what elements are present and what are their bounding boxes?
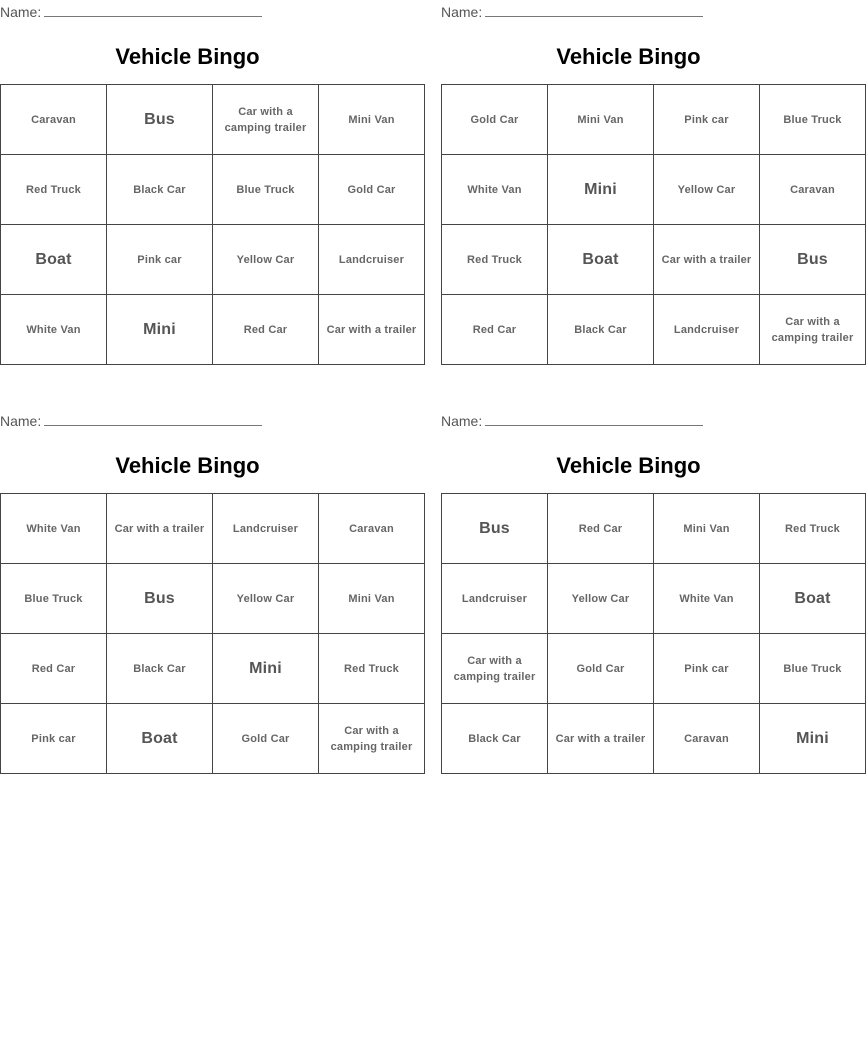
name-label: Name: xyxy=(0,4,42,20)
bingo-cell: Boat xyxy=(1,225,107,295)
bingo-cell: Bus xyxy=(107,564,213,634)
bingo-cell: Car with a trailer xyxy=(319,295,425,365)
bingo-cell: White Van xyxy=(654,564,760,634)
bingo-cell: Caravan xyxy=(1,85,107,155)
bingo-cell: Car with a camping trailer xyxy=(213,85,319,155)
bingo-cell: Mini Van xyxy=(654,494,760,564)
bingo-cell: Bus xyxy=(760,225,866,295)
bingo-cell: Red Car xyxy=(442,295,548,365)
name-label: Name: xyxy=(441,4,483,20)
bingo-cell: Caravan xyxy=(654,704,760,774)
bingo-cell: Car with a trailer xyxy=(107,494,213,564)
bingo-cell: Car with a trailer xyxy=(548,704,654,774)
bingo-cell: Car with a camping trailer xyxy=(760,295,866,365)
bingo-cell: White Van xyxy=(1,494,107,564)
bingo-cell: Red Truck xyxy=(442,225,548,295)
bingo-cell: Landcruiser xyxy=(213,494,319,564)
bingo-cell: Caravan xyxy=(319,494,425,564)
bingo-cell: Mini Van xyxy=(319,564,425,634)
bingo-grid xyxy=(441,84,866,365)
bingo-cell: Pink car xyxy=(654,634,760,704)
name-label: Name: xyxy=(441,413,483,429)
bingo-cell: Boat xyxy=(107,704,213,774)
name-label: Name: xyxy=(0,413,42,429)
bingo-cell: Red Truck xyxy=(1,155,107,225)
name-field xyxy=(441,2,816,22)
card-title: Vehicle Bingo xyxy=(556,44,701,69)
bingo-cell: White Van xyxy=(1,295,107,365)
bingo-cell: Blue Truck xyxy=(1,564,107,634)
bingo-cell: Black Car xyxy=(107,155,213,225)
bingo-cell: Red Car xyxy=(213,295,319,365)
bingo-cell: Yellow Car xyxy=(213,225,319,295)
card-title: Vehicle Bingo xyxy=(115,453,260,478)
bingo-cell: Blue Truck xyxy=(760,85,866,155)
bingo-cell: Mini xyxy=(213,634,319,704)
bingo-cell: Red Car xyxy=(1,634,107,704)
bingo-cell: Black Car xyxy=(442,704,548,774)
bingo-cell: Yellow Car xyxy=(213,564,319,634)
bingo-cell: Caravan xyxy=(760,155,866,225)
bingo-cell: Pink car xyxy=(654,85,760,155)
bingo-cell: Mini xyxy=(548,155,654,225)
name-field xyxy=(441,411,816,431)
bingo-cell: White Van xyxy=(442,155,548,225)
bingo-cell: Yellow Car xyxy=(548,564,654,634)
bingo-cell: Gold Car xyxy=(442,85,548,155)
bingo-cell: Blue Truck xyxy=(213,155,319,225)
bingo-cell: Gold Car xyxy=(319,155,425,225)
bingo-cell: Blue Truck xyxy=(760,634,866,704)
name-blank-line xyxy=(485,2,703,17)
bingo-cell: Landcruiser xyxy=(319,225,425,295)
bingo-cell: Boat xyxy=(548,225,654,295)
bingo-cell: Pink car xyxy=(1,704,107,774)
card-title: Vehicle Bingo xyxy=(556,453,701,478)
bingo-cell: Mini Van xyxy=(319,85,425,155)
bingo-cell: Black Car xyxy=(107,634,213,704)
bingo-grid xyxy=(0,84,425,365)
bingo-cell: Bus xyxy=(107,85,213,155)
card-title: Vehicle Bingo xyxy=(115,44,260,69)
bingo-cell: Gold Car xyxy=(548,634,654,704)
bingo-cell: Landcruiser xyxy=(654,295,760,365)
bingo-cell: Red Car xyxy=(548,494,654,564)
bingo-grid xyxy=(441,493,866,774)
bingo-cell: Car with a camping trailer xyxy=(442,634,548,704)
bingo-cell: Boat xyxy=(760,564,866,634)
bingo-cell: Black Car xyxy=(548,295,654,365)
bingo-cell: Landcruiser xyxy=(442,564,548,634)
bingo-cell: Red Truck xyxy=(760,494,866,564)
name-blank-line xyxy=(485,411,703,426)
bingo-cell: Pink car xyxy=(107,225,213,295)
name-field xyxy=(0,411,375,431)
bingo-cell: Gold Car xyxy=(213,704,319,774)
name-blank-line xyxy=(44,2,262,17)
bingo-cell: Car with a trailer xyxy=(654,225,760,295)
bingo-cell: Yellow Car xyxy=(654,155,760,225)
name-blank-line xyxy=(44,411,262,426)
bingo-cell: Mini xyxy=(107,295,213,365)
bingo-cell: Mini xyxy=(760,704,866,774)
bingo-cell: Red Truck xyxy=(319,634,425,704)
name-field xyxy=(0,2,375,22)
bingo-cell: Car with a camping trailer xyxy=(319,704,425,774)
bingo-cell: Bus xyxy=(442,494,548,564)
bingo-cell: Mini Van xyxy=(548,85,654,155)
bingo-grid xyxy=(0,493,425,774)
